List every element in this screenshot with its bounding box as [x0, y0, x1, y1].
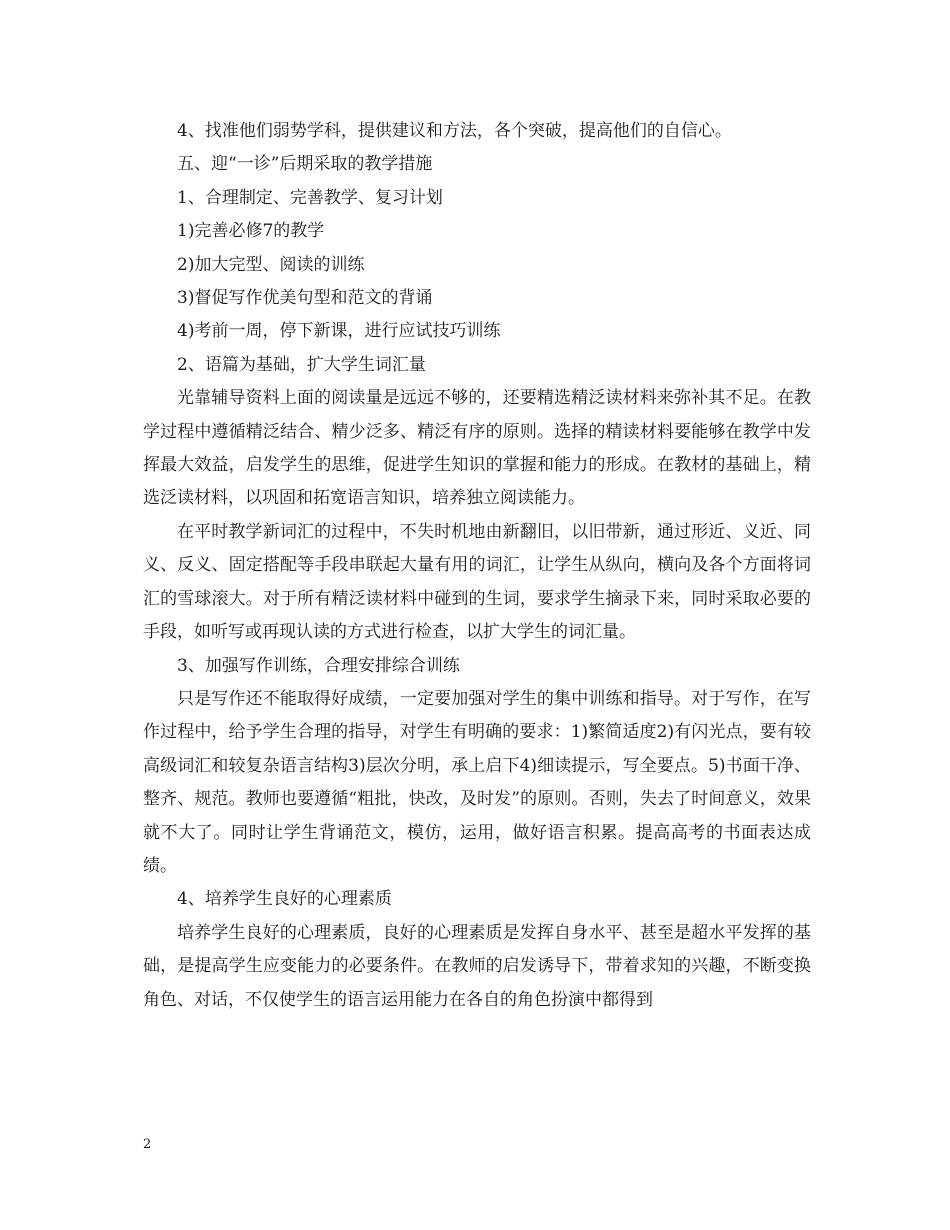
subheading-writing: 3、加强写作训练，合理安排综合训练	[177, 655, 460, 676]
subheading-psychology: 4、培养学生良好的心理素质	[177, 889, 392, 910]
subheading-vocabulary: 2、语篇为基础，扩大学生词汇量	[177, 354, 426, 375]
section-heading-measures: 五、迎“一诊”后期采取的教学措施	[177, 154, 433, 175]
paragraph-reading-materials: 光靠辅导资料上面的阅读量是远远不够的，还要精选精泛读材料来弥补其不足。在教学过程中遵循精泛结合、精少泛多、精泛有序的原则。选择的精读材料要能够在教学中发挥最大效益，启发学生的思维，促进学生知识的掌握和能力的形成。在教材的基础上，精选泛读材料，以巩固和拓宽语言知识，培养独立阅读能力。	[143, 388, 811, 509]
page-number: 2	[143, 1137, 152, 1152]
list-item-recitation: 3)督促写作优美句型和范文的背诵	[177, 288, 433, 309]
document-body	[143, 115, 811, 1017]
list-item-compulsory: 1)完善必修7的教学	[177, 221, 325, 242]
list-item-weak-subjects: 4、找准他们弱势学科，提供建议和方法，各个突破，提高他们的自信心。	[177, 121, 732, 141]
subheading-plan: 1、合理制定、完善教学、复习计划	[177, 187, 443, 208]
paragraph-vocabulary-teaching: 在平时教学新词汇的过程中，不失时机地由新翻旧，以旧带新，通过形近、义近、同义、反义、固定搭配等手段串联起大量有用的词汇，让学生从纵向，横向及各个方面将词汇的雪球滚大。对于所有精泛读材料中碰到的生词，要求学生摘录下来，同时采取必要的手段，如听写或再现认读的方式进行检查，以扩大学生的词汇量。	[143, 521, 811, 643]
list-item-exam-skills: 4)考前一周，停下新课，进行应试技巧训练	[177, 321, 501, 342]
paragraph-psychology: 培养学生良好的心理素质，良好的心理素质是发挥自身水平、甚至是超水平发挥的基础，是提高学生应变能力的必要条件。在教师的启发诱导下，带着求知的兴趣，不断变换角色、对话，不仅使学生的语言运用能力在各自的角色扮演中都得到	[143, 922, 811, 1010]
list-item-reading-training: 2)加大完型、阅读的训练	[177, 254, 365, 275]
paragraph-writing-guidance: 只是写作还不能取得好成绩，一定要加强对学生的集中训练和指导。对于写作，在写作过程中，给予学生合理的指导，对学生有明确的要求：1)繁简适度2)有闪光点，要有较高级词汇和较复杂语言结构3)层次分明，承上启下4)细读提示，写全要点。5)书面干净、整齐、规范。教师也要遵循“粗批，快改，及时发”的原则。否则，失去了时间意义，效果就不大了。同时让学生背诵范文，模仿，运用，做好语言积累。提高高考的书面表达成绩。	[143, 688, 811, 876]
